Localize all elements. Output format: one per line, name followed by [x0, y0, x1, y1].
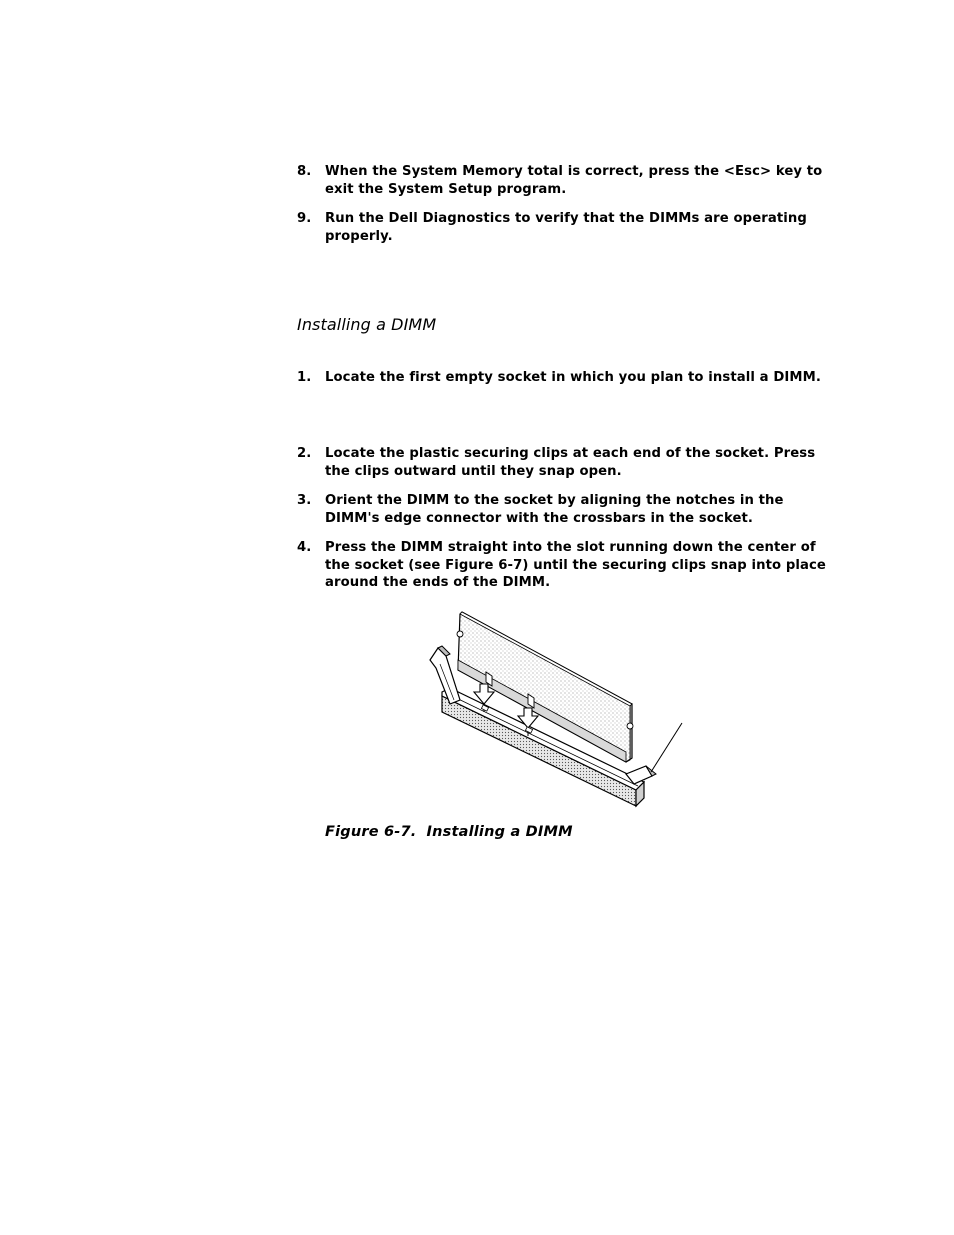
step-number: 1. [297, 370, 312, 385]
dimm-installation-figure [420, 608, 690, 813]
figure-caption [325, 824, 573, 840]
step-text: Locate the plastic securing clips at each end of the socket. Press the clips outward until they snap open. [325, 446, 816, 479]
step-number: 2. [297, 446, 312, 461]
step-9 [297, 210, 827, 245]
install-step-3 [297, 492, 827, 527]
install-step-2 [297, 445, 827, 480]
step-number: 4. [297, 540, 312, 555]
step-8 [297, 163, 827, 198]
install-step-4 [297, 539, 827, 592]
dimm-illustration [420, 608, 690, 813]
right-securing-clip [626, 723, 682, 784]
step-text: Orient the DIMM to the socket by aligning the notches in the DIMM's edge connector with the crossbars in the socket. [325, 493, 784, 526]
step-text: Locate the first empty socket in which you plan to install a DIMM. [325, 370, 821, 385]
step-text: Press the DIMM straight into the slot running down the center of the socket (see Figure 6-7) until the securing clips snap into place around the ends of the DIMM. [325, 540, 826, 590]
section-heading: Installing a DIMM [297, 315, 437, 334]
step-number: 9. [297, 211, 312, 226]
step-number: 8. [297, 164, 312, 179]
step-text: Run the Dell Diagnostics to verify that the DIMMs are operating properly. [325, 211, 807, 244]
figure-number: Figure 6-7. [325, 824, 417, 840]
step-number: 3. [297, 493, 312, 508]
step-text: When the System Memory total is correct, press the <Esc> key to exit the System Setup program. [325, 164, 823, 197]
install-step-1 [297, 369, 827, 387]
figure-title: Installing a DIMM [426, 824, 573, 840]
